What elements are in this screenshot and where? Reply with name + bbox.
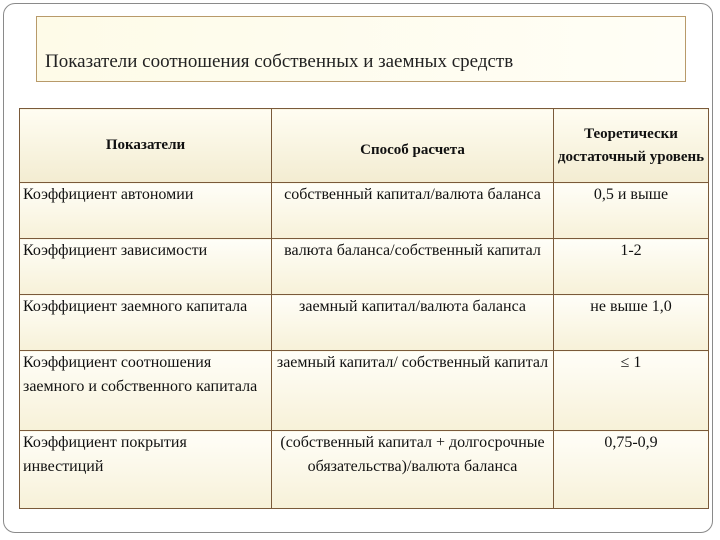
row-level: 0,75-0,9: [554, 431, 709, 509]
page-title: Показатели соотношения собственных и заемных средств: [45, 51, 514, 72]
row-calc: заемный капитал/валюта баланса: [272, 295, 554, 351]
row-name: Коэффициент зависимости: [20, 239, 272, 295]
row-level: ≤ 1: [554, 351, 709, 431]
row-name: Коэффициент заемного капитала: [20, 295, 272, 351]
row-level: 0,5 и выше: [554, 183, 709, 239]
table-row: [20, 239, 709, 295]
row-level: 1-2: [554, 239, 709, 295]
row-calc: валюта баланса/собственный капитал: [272, 239, 554, 295]
row-level: не выше 1,0: [554, 295, 709, 351]
table-row: [20, 295, 709, 351]
row-name: Коэффициент соотношения заемного и собственного капитала: [20, 351, 272, 431]
table-row: [20, 431, 709, 509]
row-name: Коэффициент покрытия инвестиций: [20, 431, 272, 509]
row-calc: (собственный капитал + долгосрочные обязательства)/валюта баланса: [272, 431, 554, 509]
row-calc: заемный капитал/ собственный капитал: [272, 351, 554, 431]
table-header-row: [20, 109, 709, 183]
table-row: [20, 183, 709, 239]
header-method: Способ расчета: [272, 109, 554, 183]
row-name: Коэффициент автономии: [20, 183, 272, 239]
title-box: [36, 16, 686, 82]
table-row: [20, 351, 709, 431]
header-level: Теоретически достаточный уровень: [554, 109, 709, 183]
indicators-table: [19, 108, 709, 509]
row-calc: собственный капитал/валюта баланса: [272, 183, 554, 239]
header-indicators: Показатели: [20, 109, 272, 183]
